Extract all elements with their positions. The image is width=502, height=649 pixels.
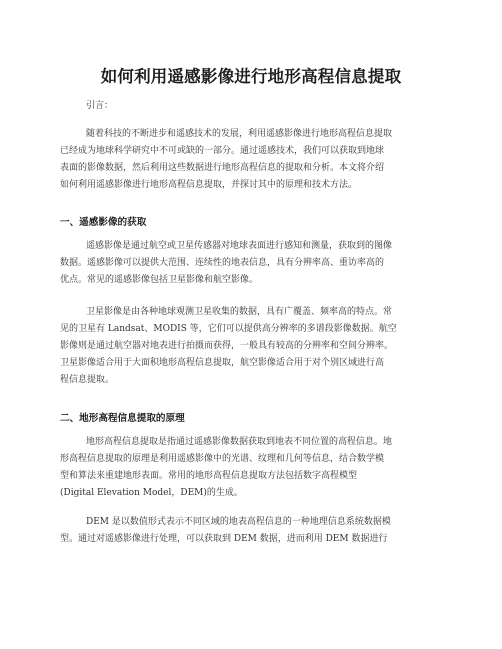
intro-label-paragraph <box>60 98 450 115</box>
text-line: 卫星影像适合用于大面积地形高程信息提取，航空影像适合用于对个别区域进行高 <box>60 358 385 369</box>
text-line: DEM 是以数值形式表示不同区域的地表高程信息的一种地理信息系统数据模 <box>86 517 391 527</box>
document-title: 如何利用遥感影像进行地形高程信息提取 <box>100 67 402 86</box>
intro-paragraph <box>60 126 450 194</box>
text-line: 随着科技的不断进步和遥感技术的发展，利用遥感影像进行地形高程信息提取 <box>86 129 393 139</box>
text-line: 影像则是通过航空器对地表进行拍摄而获得，一般具有较高的分辨率和空间分辨率。 <box>60 341 394 352</box>
section-1-paragraph-2 <box>60 304 450 389</box>
text-line: 优点。常见的遥感影像包括卫星影像和航空影像。 <box>60 275 259 286</box>
text-line: 遥感影像是通过航空或卫星传感器对地球表面进行感知和测量，获取到的图像 <box>86 241 393 251</box>
intro-label: 引言： <box>86 101 114 111</box>
text-line: 数据。遥感影像可以提供大范围、连续性的地表信息，具有分辨率高、重访率高的 <box>60 258 385 269</box>
text-line: 形高程信息提取的原理是利用遥感影像中的光谱、纹理和几何等信息，结合数学模 <box>60 454 385 465</box>
text-line: 如何利用遥感影像进行地形高程信息提取，并探讨其中的原理和技术方法。 <box>60 180 358 191</box>
text-line: 程信息提取。 <box>60 375 115 386</box>
text-line: (Digital Elevation Model，DEM)的生成。 <box>60 488 243 499</box>
text-line: 已经成为地球科学研究中不可或缺的一部分。通过遥感技术，我们可以获取到地球 <box>60 146 385 157</box>
text-line: 型和算法来重建地形表面。常用的地形高程信息提取方法包括数字高程模型 <box>60 471 358 482</box>
text-line: 见的卫星有 Landsat、MODIS 等，它们可以提供高分辨率的多谱段影像数据。航空 <box>60 324 397 335</box>
section-1-paragraph-1 <box>60 238 450 289</box>
section-2-paragraph-2 <box>60 514 450 548</box>
text-line: 型。通过对遥感影像进行处理，可以获取到 DEM 数据，进而利用 DEM 数据进行 <box>60 534 388 545</box>
text-line: 地形高程信息提取是指通过遥感影像数据获取到地表不同位置的高程信息。地 <box>86 437 393 447</box>
section-2-heading: 二、地形高程信息提取的原理 <box>60 413 185 424</box>
section-1-heading: 一、遥感影像的获取 <box>60 217 147 228</box>
text-line: 卫星影像是由各种地球观测卫星收集的数据，具有广覆盖、频率高的特点。常 <box>86 307 393 317</box>
text-line: 表面的影像数据，然后利用这些数据进行地形高程信息的提取和分析。本文将介绍 <box>60 163 385 174</box>
section-2-paragraph-1 <box>60 434 450 502</box>
